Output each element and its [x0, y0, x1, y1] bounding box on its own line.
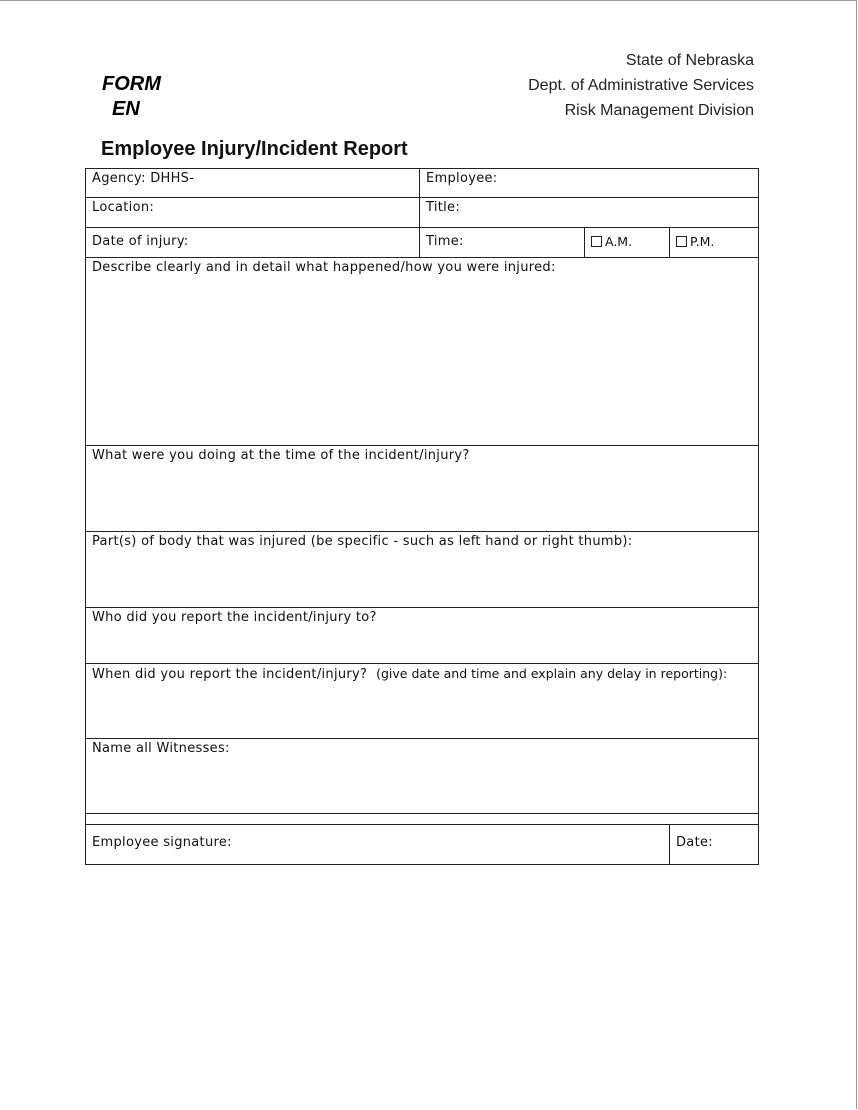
body-parts-field[interactable] [86, 532, 759, 608]
signature-field[interactable] [86, 825, 670, 865]
date-of-injury-label: Date of injury: [92, 234, 189, 249]
when-reported-field[interactable] [86, 664, 759, 739]
describe-field[interactable] [86, 258, 759, 446]
reported-to-field[interactable] [86, 608, 759, 664]
form-code [102, 72, 161, 122]
when-reported-label: When did you report the incident/injury? [92, 667, 368, 682]
org-division: Risk Management Division [564, 102, 754, 119]
agency-field[interactable] [86, 169, 420, 198]
employee-field[interactable] [420, 169, 759, 198]
org-state: State of Nebraska [625, 52, 754, 69]
doing-field[interactable] [86, 446, 759, 532]
date-field[interactable] [670, 825, 759, 865]
pm-label: P.M. [690, 234, 715, 249]
divider-cell [86, 814, 759, 825]
agency-label: Agency: DHHS- [92, 171, 195, 186]
section-divider [86, 814, 759, 825]
witnesses-field[interactable] [86, 739, 759, 814]
am-label: A.M. [605, 234, 633, 249]
title-field[interactable] [420, 198, 759, 228]
date-label: Date: [676, 835, 713, 850]
reported-to-label: Who did you report the incident/injury to? [92, 610, 377, 625]
when-reported-note: (give date and time and explain any delay in reporting): [376, 666, 728, 681]
pm-option[interactable] [670, 228, 759, 258]
date-of-injury-field[interactable] [86, 228, 420, 258]
signature-label: Employee signature: [92, 835, 232, 850]
time-field[interactable] [420, 228, 585, 258]
witnesses-label: Name all Witnesses: [92, 741, 230, 756]
am-checkbox[interactable] [591, 236, 602, 247]
doing-label: What were you doing at the time of the incident/injury? [92, 448, 470, 463]
time-label: Time: [426, 234, 464, 249]
page-title: Employee Injury/Incident Report [101, 138, 408, 160]
form-code-line2: EN [112, 98, 140, 120]
describe-label: Describe clearly and in detail what happened/how you were injured: [92, 260, 556, 275]
title-label: Title: [426, 200, 461, 215]
org-department: Dept. of Administrative Services [528, 77, 754, 94]
location-field[interactable] [86, 198, 420, 228]
employee-label: Employee: [426, 171, 498, 186]
am-option[interactable] [585, 228, 670, 258]
location-label: Location: [92, 200, 155, 215]
body-parts-label: Part(s) of body that was injured (be specific - such as left hand or right thumb): [92, 534, 633, 549]
organization-block [528, 48, 754, 123]
pm-checkbox[interactable] [676, 236, 687, 247]
form-code-line1: FORM [102, 73, 161, 95]
report-form [85, 168, 759, 865]
